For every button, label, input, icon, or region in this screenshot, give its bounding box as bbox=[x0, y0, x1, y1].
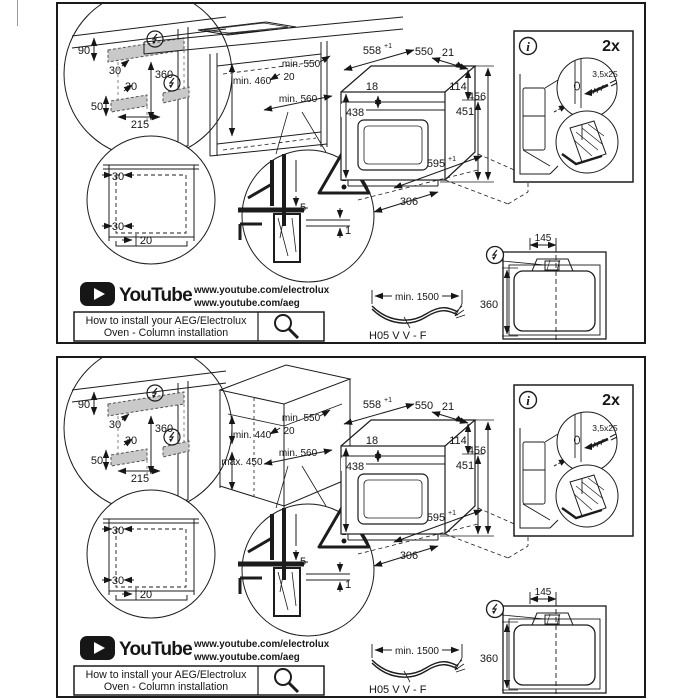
cable-length-label: min. 1500 bbox=[395, 646, 439, 657]
dim-30a: 30 bbox=[108, 419, 122, 431]
dim-145: 145 bbox=[534, 587, 552, 598]
rear-view-drawing bbox=[480, 587, 606, 696]
dim-438: 438 bbox=[345, 461, 365, 473]
cable-type-label: H05 V V - F bbox=[369, 684, 427, 696]
dim-rear-360: 360 bbox=[479, 653, 499, 665]
dim-550: 550 bbox=[414, 400, 434, 412]
dim-451: 451 bbox=[455, 460, 475, 472]
dim-438: 438 bbox=[345, 107, 365, 119]
dim-1: 1 bbox=[345, 579, 352, 591]
niche-20: 20 bbox=[283, 426, 295, 437]
youtube-url-aeg: www.youtube.com/aeg bbox=[194, 652, 300, 663]
dim-360: 360 bbox=[154, 69, 174, 81]
dim-30-top: 30 bbox=[111, 171, 125, 183]
dim-215: 215 bbox=[130, 473, 150, 485]
svg-text:i: i bbox=[526, 393, 530, 408]
caption-line-2: Oven - Column installation bbox=[103, 327, 229, 339]
dim-30-bottom: 30 bbox=[111, 575, 125, 587]
dim-360: 360 bbox=[154, 423, 174, 435]
niche-height: min. 460 bbox=[232, 76, 272, 87]
dim-rear-360: 360 bbox=[479, 299, 499, 311]
dim-18: 18 bbox=[365, 81, 379, 93]
mounting-instruction-box bbox=[514, 385, 633, 536]
cable-diagram bbox=[369, 644, 465, 696]
caption-line-1: How to install your AEG/Electrolux bbox=[85, 669, 247, 681]
oven-drawing bbox=[341, 397, 528, 566]
page-crop-mark bbox=[17, 0, 18, 26]
svg-text:i: i bbox=[526, 39, 530, 54]
niche-height: min. 440 bbox=[232, 430, 272, 441]
screw-detail-circle bbox=[557, 412, 618, 472]
dim-50: 50 bbox=[90, 101, 104, 113]
front-clearance-circle bbox=[87, 490, 215, 618]
oven-drawing bbox=[341, 43, 528, 212]
youtube-url-electrolux: www.youtube.com/electrolux bbox=[194, 285, 330, 296]
screw-size-label: 3,5x25 bbox=[592, 69, 618, 79]
youtube-block bbox=[80, 636, 330, 663]
trim-detail-circle bbox=[556, 111, 618, 173]
screw-detail-circle bbox=[557, 58, 618, 118]
mounting-instruction-box bbox=[514, 31, 633, 182]
rail-detail-circle bbox=[64, 4, 232, 158]
niche-max-height: max. 450 bbox=[221, 457, 263, 468]
dim-550: 550 bbox=[414, 46, 434, 58]
dim-18: 18 bbox=[365, 435, 379, 447]
dim-114: 114 bbox=[449, 81, 467, 93]
dim-456: 456 bbox=[467, 445, 487, 457]
front-clearance-circle bbox=[87, 136, 215, 264]
caption-line-2: Oven - Column installation bbox=[103, 681, 229, 693]
dim-20: 20 bbox=[139, 589, 153, 601]
dim-595: 595 bbox=[426, 158, 446, 170]
installation-drawing bbox=[58, 4, 644, 342]
youtube-brand: YouTube bbox=[119, 639, 192, 660]
youtube-url-aeg: www.youtube.com/aeg bbox=[194, 298, 300, 309]
quantity-label: 2x bbox=[602, 392, 620, 409]
cable-diagram bbox=[369, 290, 465, 342]
dim-30-bottom: 30 bbox=[111, 221, 125, 233]
power-connection-icon bbox=[487, 601, 504, 618]
dim-90: 90 bbox=[77, 399, 91, 411]
installation-sheet-under-hob bbox=[56, 2, 646, 344]
quantity-label: 2x bbox=[602, 38, 620, 55]
dim-21: 21 bbox=[441, 401, 455, 413]
youtube-url-electrolux: www.youtube.com/electrolux bbox=[194, 639, 330, 650]
dim-215: 215 bbox=[130, 119, 150, 131]
dim-30b: 30 bbox=[124, 435, 138, 447]
dim-558: 558 bbox=[362, 45, 382, 57]
youtube-play-icon bbox=[80, 282, 115, 306]
dim-558: 558 bbox=[362, 399, 382, 411]
rear-view-drawing bbox=[480, 233, 606, 342]
dim-30a: 30 bbox=[108, 65, 122, 77]
trim-detail-circle bbox=[556, 465, 618, 527]
niche-depth: min. 560 bbox=[278, 94, 318, 105]
dim-595-tol: +1 bbox=[448, 156, 456, 163]
installation-sheet-column bbox=[56, 356, 646, 698]
niche-depth: min. 560 bbox=[278, 448, 318, 459]
youtube-block bbox=[80, 282, 330, 309]
dim-21: 21 bbox=[441, 47, 455, 59]
video-caption-box bbox=[74, 312, 324, 341]
youtube-brand: YouTube bbox=[119, 285, 192, 306]
dim-558-tol: +1 bbox=[384, 43, 392, 50]
niche-width: min. 550 bbox=[281, 59, 321, 70]
dim-145: 145 bbox=[534, 233, 552, 244]
installation-drawing bbox=[58, 358, 644, 696]
dim-595: 595 bbox=[426, 512, 446, 524]
dim-90: 90 bbox=[77, 45, 91, 57]
dim-451: 451 bbox=[455, 106, 475, 118]
youtube-play-icon bbox=[80, 636, 115, 660]
dim-5: 5 bbox=[299, 556, 307, 568]
video-caption-box bbox=[74, 666, 324, 695]
dim-30b: 30 bbox=[124, 81, 138, 93]
dim-30-top: 30 bbox=[111, 525, 125, 537]
dim-114: 114 bbox=[449, 435, 467, 447]
dim-5: 5 bbox=[299, 202, 307, 214]
dim-558-tol: +1 bbox=[384, 397, 392, 404]
niche-20: 20 bbox=[283, 72, 295, 83]
cable-length-label: min. 1500 bbox=[395, 292, 439, 303]
caption-line-1: How to install your AEG/Electrolux bbox=[85, 315, 247, 327]
cable-type-label: H05 V V - F bbox=[369, 330, 427, 342]
dim-456: 456 bbox=[467, 91, 487, 103]
screw-size-label: 3,5x25 bbox=[592, 423, 618, 433]
dim-306: 306 bbox=[399, 550, 419, 562]
niche-width: min. 550 bbox=[281, 413, 321, 424]
rail-detail-circle bbox=[64, 358, 232, 512]
dim-1: 1 bbox=[345, 225, 352, 237]
dim-306: 306 bbox=[399, 196, 419, 208]
dim-20: 20 bbox=[139, 235, 153, 247]
dim-595-tol: +1 bbox=[448, 510, 456, 517]
dim-50: 50 bbox=[90, 455, 104, 467]
power-connection-icon bbox=[487, 247, 504, 264]
